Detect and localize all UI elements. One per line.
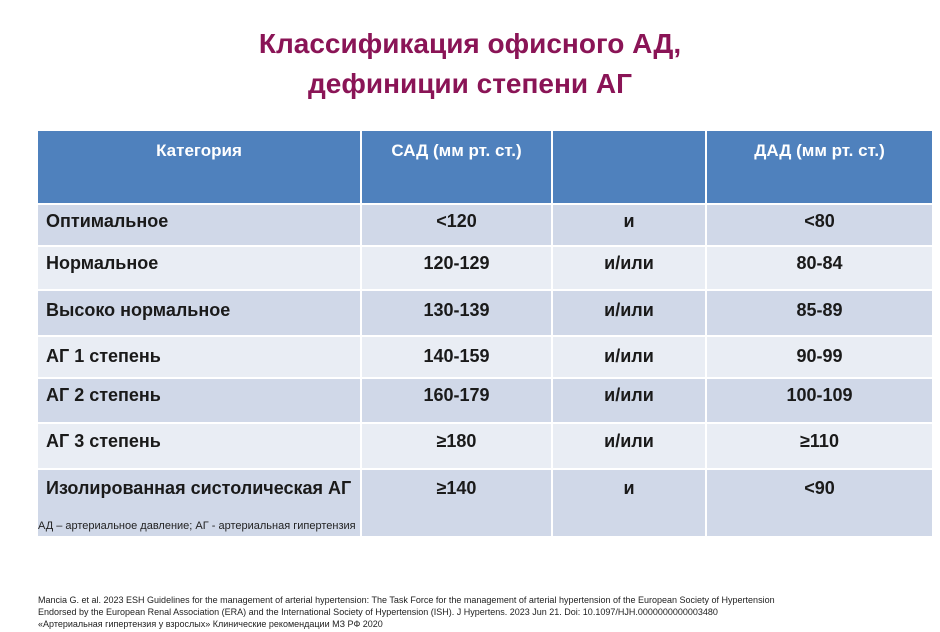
conjunction-cell: и/или	[553, 291, 707, 337]
category-cell: Нормальное	[38, 247, 362, 291]
slide-title	[0, 24, 940, 104]
dad-cell: <80	[707, 205, 932, 247]
table-row	[38, 337, 932, 379]
conjunction-cell: и	[553, 205, 707, 247]
sad-cell: 130-139	[362, 291, 553, 337]
header-sad: САД (мм рт. ст.)	[362, 131, 553, 205]
sad-cell: 140-159	[362, 337, 553, 379]
category-cell: Оптимальное	[38, 205, 362, 247]
dad-cell: ≥110	[707, 424, 932, 470]
sad-cell: 160-179	[362, 379, 553, 424]
table-header-row	[38, 131, 932, 205]
conjunction-cell: и/или	[553, 337, 707, 379]
reference-line-3: «Артериальная гипертензия у взрослых» Клинические рекомендации МЗ РФ 2020	[38, 619, 383, 629]
conjunction-cell: и/или	[553, 247, 707, 291]
sad-cell: <120	[362, 205, 553, 247]
sad-cell: ≥180	[362, 424, 553, 470]
category-cell: АГ 2 степень	[38, 379, 362, 424]
conjunction-cell: и/или	[553, 379, 707, 424]
dad-cell: 85-89	[707, 291, 932, 337]
category-cell: Высоко нормальное	[38, 291, 362, 337]
category-cell: АГ 1 степень	[38, 337, 362, 379]
table-row	[38, 424, 932, 470]
dad-cell: <90	[707, 470, 932, 538]
reference-line-1: Mancia G. et al. 2023 ESH Guidelines for the management of arterial hypertension: The Task Force for the management of arterial hypertension of the European Society of Hypertension	[38, 595, 775, 605]
category-cell: Изолированная систолическая АГ	[38, 470, 362, 538]
table-row	[38, 247, 932, 291]
references	[38, 594, 918, 630]
bp-classification-table	[38, 131, 932, 538]
sad-cell: 120-129	[362, 247, 553, 291]
conjunction-cell: и	[553, 470, 707, 538]
header-category: Категория	[38, 131, 362, 205]
title-line-1: Классификация офисного АД,	[258, 28, 682, 59]
dad-cell: 80-84	[707, 247, 932, 291]
table-row	[38, 379, 932, 424]
sad-cell: ≥140	[362, 470, 553, 538]
header-conjunction	[553, 131, 707, 205]
dad-cell: 90-99	[707, 337, 932, 379]
category-cell: АГ 3 степень	[38, 424, 362, 470]
table-row	[38, 205, 932, 247]
reference-line-2: Endorsed by the European Renal Association (ERA) and the International Society of Hypertension (ISH). J Hypertens. 2023 Jun 21. Doi: 10.1097/HJH.0000000000003480	[38, 607, 718, 617]
dad-cell: 100-109	[707, 379, 932, 424]
conjunction-cell: и/или	[553, 424, 707, 470]
header-dad: ДАД (мм рт. ст.)	[707, 131, 932, 205]
abbreviations-footnote: АД – артериальное давление; АГ - артериальная гипертензия	[38, 520, 356, 532]
title-line-2: дефиниции степени АГ	[308, 68, 632, 99]
table-row	[38, 291, 932, 337]
